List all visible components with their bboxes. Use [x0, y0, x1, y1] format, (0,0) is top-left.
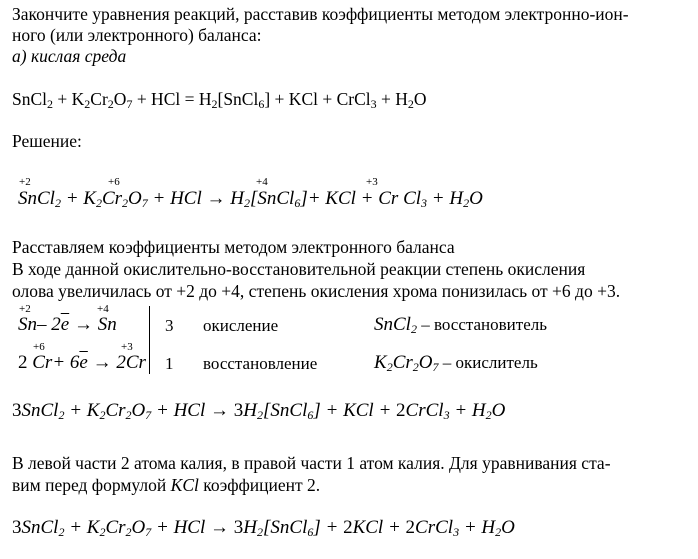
subtask-label: а) кислая среда — [12, 46, 127, 66]
equation-final: 3SnCl$_2$ + $K_2Cr_2O_7$ + HCl → $3H_2[SnCl_6] + 2KCl$ + 2CrCl$_3$ + $H_2O$ — [12, 517, 515, 539]
solution-label: Решение: — [12, 131, 82, 151]
role-row-1: SnCl$_2$ – восстановитель — [374, 314, 547, 336]
bal-cr-ox-right: +3 — [121, 341, 133, 353]
paragraph-3-line-1: В левой части 2 атома калия, в правой части 1 атом калия. Для уравнивания ста- — [12, 453, 611, 473]
process-row-2: восстановление — [203, 354, 318, 373]
bal-sn-ox-left: +2 — [19, 303, 31, 315]
ox-cr-left: +6 — [108, 176, 120, 188]
task-line-2: ного (или электронного) баланса: — [12, 25, 262, 45]
coef-row-1: 3 — [165, 316, 174, 335]
ox-sn-right: +4 — [256, 176, 268, 188]
equation-step-1: 3SnCl$_2$ + $K_2Cr_2O_7$ + HCl → $3H_2[SnCl_6]$ + KCl + 2CrCl$_3$ + $H_2O$ — [12, 400, 506, 422]
bal-sn-ox-right: +4 — [97, 303, 109, 315]
half-reaction-cr: 2 $Cr+ 6\overline{e} \to 2Cr$ — [18, 352, 146, 373]
paragraph-2-line-2: олова увеличилась от +2 до +4, степень окисления хрома понизилась от +6 до +3. — [12, 281, 621, 301]
half-reaction-sn: Sn– $2\overline{e} \to Sn$ — [18, 314, 117, 335]
ox-sn-left: +2 — [19, 176, 31, 188]
paragraph-3-line-2: вим перед формулой KCl коэффициент 2. — [12, 475, 321, 495]
paragraph-1: Расставляем коэффициенты методом электронного баланса — [12, 237, 455, 257]
process-row-1: окисление — [203, 316, 279, 335]
balance-divider — [149, 306, 150, 374]
bal-cr-ox-left: +6 — [33, 341, 45, 353]
role-row-2: $K_2Cr_2O_7$ – окислитель — [374, 352, 538, 374]
ox-cr-right: +3 — [366, 176, 378, 188]
given-equation: SnCl$_2$ + $K_2Cr_2O_7$ + HCl = $H_2[SnCl_6]$ + KCl + CrCl$_3$ + $H_2O$ — [12, 89, 427, 111]
coef-row-2: 1 — [165, 354, 174, 373]
paragraph-2-line-1: В ходе данной окислительно-восстановительной реакции степень окисления — [12, 259, 586, 279]
task-line-1: Закончите уравнения реакций, расставив коэффициенты методом электронно-ион- — [12, 4, 629, 24]
